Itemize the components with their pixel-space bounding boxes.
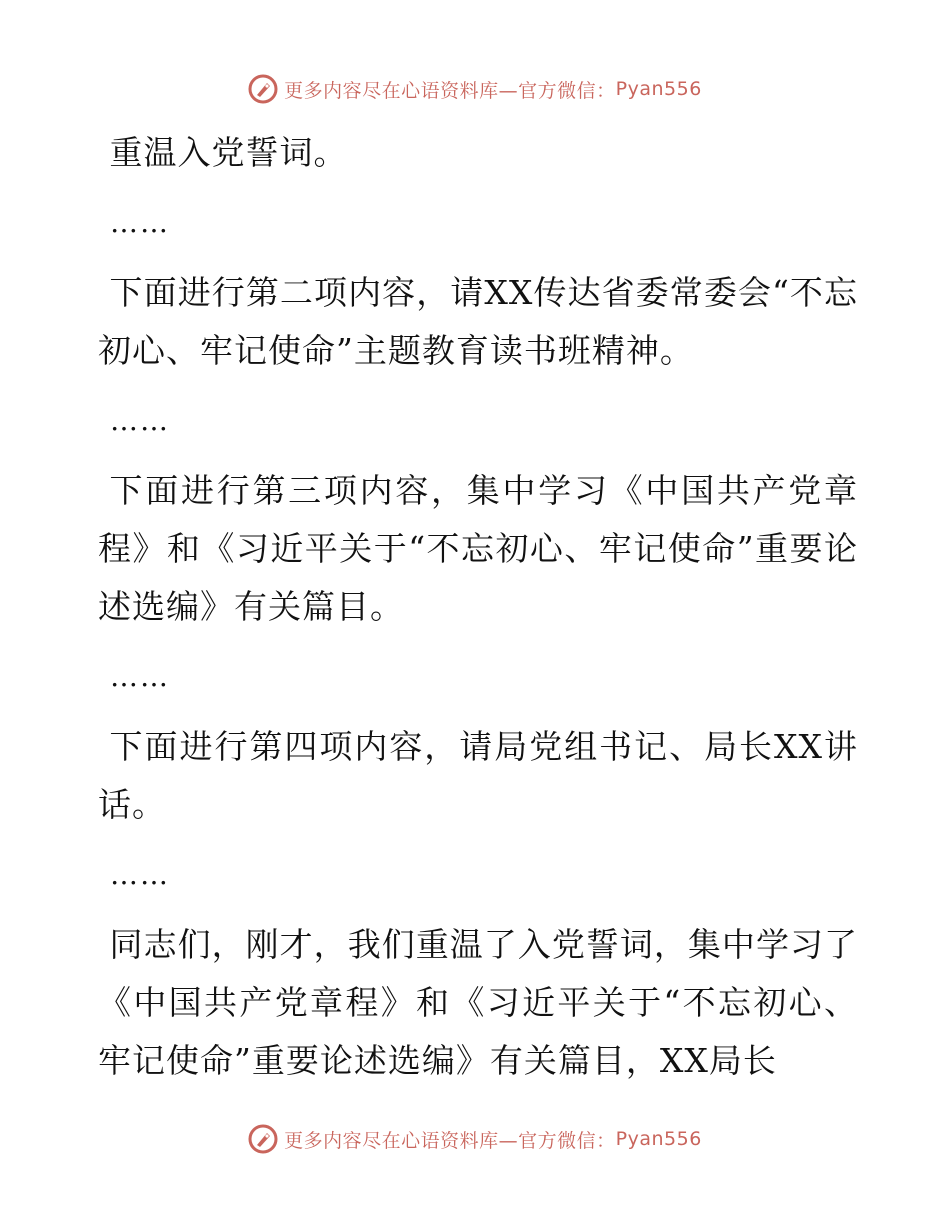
paragraph-item-three: 下面进行第三项内容，集中学习《中国共产党章程》和《习近平关于“不忘初心、牢记使命”重要论述选编》有关篇目。 bbox=[98, 471, 858, 626]
document-body bbox=[98, 124, 858, 1090]
paragraph-oath: 重温入党誓词。 bbox=[109, 133, 348, 172]
watermark-text: 更多内容尽在心语资料库—官方微信： bbox=[284, 79, 616, 102]
paragraph-summary: 同志们，刚才，我们重温了入党誓词，集中学习了《中国共产党章程》和《习近平关于“不忘初心、牢记使命”重要论述选编》有关篇目，XX局长 bbox=[98, 925, 858, 1080]
header-watermark bbox=[0, 74, 950, 104]
paragraph-item-two: 下面进行第二项内容，请XX传达省委常委会“不忘初心、牢记使命”主题教育读书班精神。 bbox=[98, 273, 858, 370]
watermark-text: 更多内容尽在心语资料库—官方微信： bbox=[284, 1129, 616, 1152]
ellipsis-3: …… bbox=[110, 660, 170, 693]
watermark-handle: Pyan556 bbox=[615, 78, 702, 100]
paragraph-item-four: 下面进行第四项内容，请局党组书记、局长XX讲话。 bbox=[98, 727, 858, 824]
pen-nib-logo-icon bbox=[248, 1124, 278, 1154]
ellipsis-1: …… bbox=[110, 206, 170, 239]
ellipsis-4: …… bbox=[110, 858, 170, 891]
footer-watermark bbox=[0, 1124, 950, 1154]
ellipsis-2: …… bbox=[110, 404, 170, 437]
watermark-handle: Pyan556 bbox=[615, 1128, 702, 1150]
pen-nib-logo-icon bbox=[248, 74, 278, 104]
